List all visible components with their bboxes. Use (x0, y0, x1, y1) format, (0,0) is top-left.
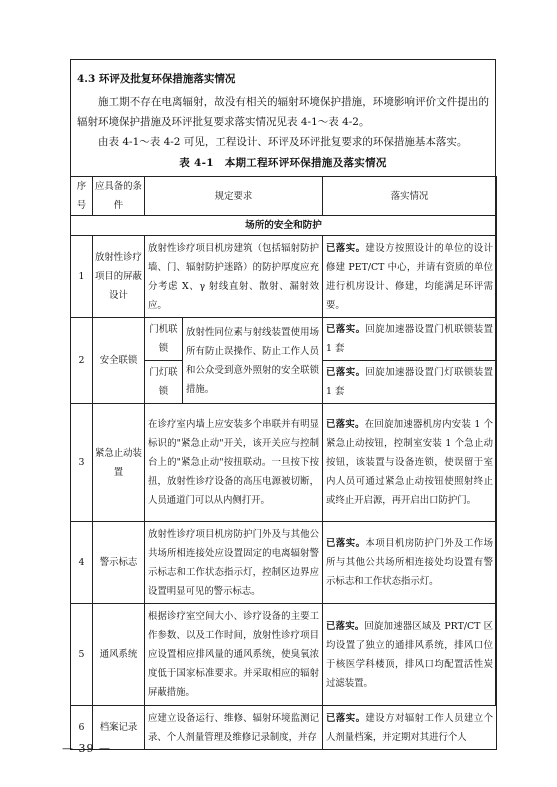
paragraph-1: 施工期不存在电离辐射，故没有相关的辐射环境保护措施，环境影响评价文件提出的辐射环境保护措施及环评批复要求落实情况见表 4-1～表 4-2。 (77, 96, 489, 128)
row-implementation (323, 361, 497, 404)
row-requirement: 放射性同位素与射线装置使用场所有防止误操作、防止工作人员和公众受到意外照射的安全联锁措施。 (183, 318, 323, 404)
row-condition: 紧急止动装置 (93, 404, 145, 522)
row-implementation (323, 522, 497, 604)
status-text: 已落实。 (326, 367, 366, 378)
status-text: 已落实。 (326, 538, 366, 549)
implementation-detail: 建设方对辐射工作人员建立个人剂量档案，并定期对其进行个人 (326, 712, 493, 743)
implementation-detail: 在回旋加速器机房内安装 1 个紧急止动按钮，控制室安装 1 个急止动按钮，该装置与设备连锁，使误留于室内人员可通过紧急止动按钮使照射终止或终止开启源，再开启出口防护门。 (326, 419, 494, 506)
status-text: 已落实。 (326, 419, 365, 430)
row-condition: 安全联锁 (93, 318, 145, 404)
paragraph-2: 由表 4-1～表 4-2 可见，工程设计、环评及环评批复要求的环保措施基本落实。 (98, 136, 468, 148)
row-condition: 警示标志 (93, 522, 145, 604)
implementation-detail: 回旋加速器区域及 PRT/CT 区均设置了独立的通排风系统，排风口位于核医学科楼顶，排风口均配置活性炭过滤装置。 (326, 620, 494, 689)
page-frame (70, 59, 496, 743)
header-requirement: 规定要求 (145, 177, 323, 216)
status-text: 已落实。 (326, 712, 366, 724)
row-requirement: 放射性诊疗项目机房防护门外及与其他公共场所相连接处应设置固定的电离辐射警示标志和工作状态指示灯，控制区边界应设置明显可见的警示标志。 (145, 522, 323, 604)
status-text: 已落实。 (326, 324, 366, 335)
row-requirement: 应建立设备运行、维修、辐射环境监测记录、个人剂量管理及维修记录制度，并存 (145, 706, 323, 750)
table-row (71, 404, 497, 522)
measures-table (70, 176, 497, 750)
page-number: — 39 — (62, 742, 111, 755)
header-implementation: 落实情况 (323, 177, 497, 216)
row-implementation (323, 604, 497, 706)
row-condition: 档案记录 (93, 706, 145, 750)
row-requirement: 根据诊疗室空间大小、诊疗设备的主要工作参数、以及工作时间，放射性诊疗项目应设置相应排风量的通风系统，使臭氧浓度低于国家标准要求。并采取相应的辐射屏蔽措施。 (145, 604, 323, 706)
row-number: 1 (71, 236, 93, 318)
table-row (71, 522, 497, 604)
row-condition: 通风系统 (93, 604, 145, 706)
status-text: 已落实。 (326, 620, 365, 632)
implementation-detail: 本项目机房防护门外及工作场所与其他公共场所相连接处均设置有警示标志和工作状态指示灯。 (326, 538, 494, 587)
row-implementation (323, 706, 497, 750)
status-text: 已落实。 (326, 242, 366, 254)
sub-condition-door-machine: 门机联锁 (145, 318, 183, 361)
row-condition: 放射性诊疗项目的屏蔽设计 (93, 236, 145, 318)
header-condition: 应具备的条件 (93, 177, 145, 216)
header-no: 序号 (71, 177, 93, 216)
row-implementation (323, 236, 497, 318)
row-requirement: 放射性诊疗项目机房建筑（包括辐射防护墙、门、辐射防护迷路）的防护厚度应充分考虑 X、γ 射线直射、散射、漏射效应。 (145, 236, 323, 318)
implementation-detail: 回旋加速器设置门机联锁装置 1 套 (326, 324, 493, 354)
implementation-detail: 建设方按照设计的单位的设计修建 PET/CT 中心，并请有资质的单位进行机房设计、修建，均能满足环评需要。 (326, 242, 494, 311)
row-number: 3 (71, 404, 93, 522)
row-number: 2 (71, 318, 93, 404)
row-number: 5 (71, 604, 93, 706)
table-row (71, 706, 497, 750)
table-row (71, 604, 497, 706)
implementation-detail: 回旋加速器设置门灯联锁装置 1 套 (326, 367, 493, 397)
table-row (71, 236, 497, 318)
table-header-row (71, 177, 497, 216)
row-implementation (323, 318, 497, 361)
section-heading: 场所的安全和防护 (71, 216, 497, 236)
row-number: 6 (71, 706, 93, 750)
row-requirement: 在诊疗室内墙上应安装多个串联并有明显标识的"紧急止动"开关，该开关应与控制台上的"紧急止动"按扭联动。一旦按下按扭，放射性诊疗设备的高压电源被切断，人员通道门可以从内侧打开。 (145, 404, 323, 522)
table-row (71, 318, 497, 361)
row-number: 4 (71, 522, 93, 604)
sub-condition-door-light: 门灯联锁 (145, 361, 183, 404)
table-caption: 表 4-1 本期工程环评环保措施及落实情况 (179, 157, 387, 169)
section-title: 4.3 环评及批复环保措施落实情况 (77, 73, 236, 85)
row-implementation (323, 404, 497, 522)
section-row (71, 216, 497, 236)
